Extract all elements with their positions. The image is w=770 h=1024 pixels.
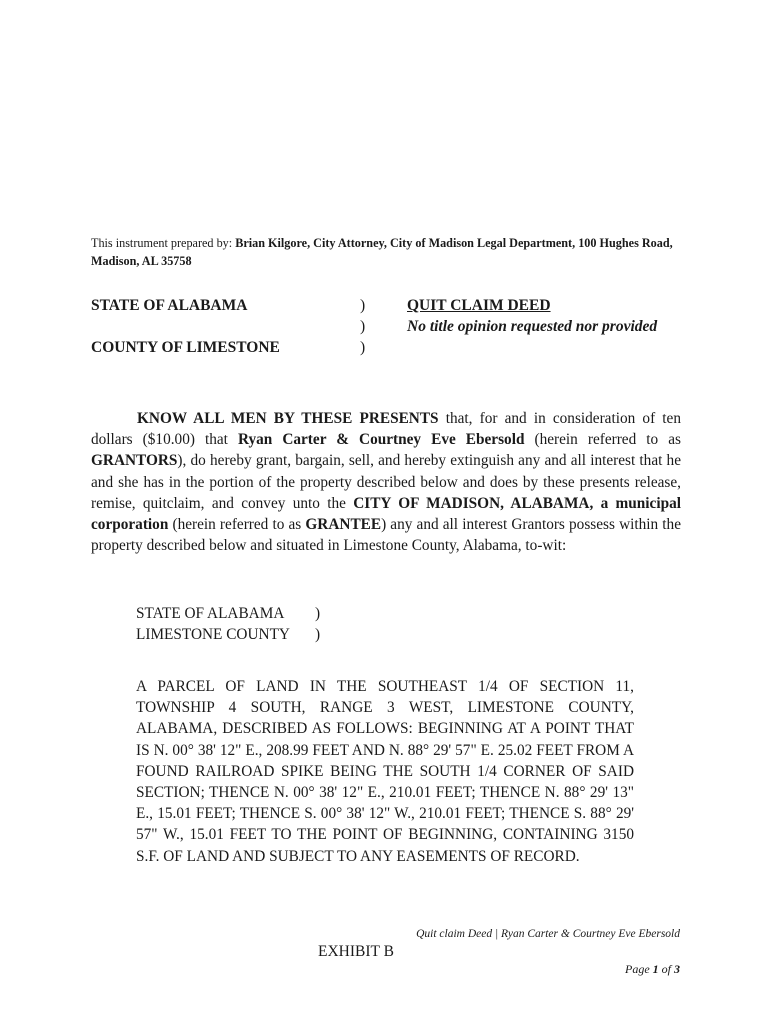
- grantors-term: GRANTORS: [91, 452, 178, 470]
- footer-note: Quit claim Deed | Ryan Carter & Courtney Eve Ebersold: [416, 928, 680, 940]
- caption-county: COUNTY OF LIMESTONE: [91, 339, 280, 356]
- location-paren: ): [315, 626, 321, 643]
- grantee-term: GRANTEE: [305, 516, 382, 534]
- page-number: [625, 962, 680, 977]
- location-paren: ): [315, 605, 321, 622]
- body-text: that, for and in consideration of ten dollars ($10.00) that: [91, 410, 681, 449]
- body-text: ) any and all interest Grantors possess within the property described below and situated in Limestone County, Alabama, to-wit:: [91, 516, 681, 555]
- legal-description: A PARCEL OF LAND IN THE SOUTHEAST 1/4 OF SECTION 11, TOWNSHIP 4 SOUTH, RANGE 3 WEST, LIMESTONE COUNTY, ALABAMA, DESCRIBED AS FOLLOWS: BEGINNING AT A POINT THAT IS N. 00° 38' 12" E., 208.99 FEET AND N. 88° 29' 57" E. 25.02 FEET FROM A FOUND RAILROAD SPIKE BEING THE SOUTH 1/4 CORNER OF SAID SECTION; THENCE N. 00° 38' 12" E., 210.01 FEET; THENCE N. 88° 29' 13" E., 15.01 FEET; THENCE S. 00° 38' 12" W., 210.01 FEET; THENCE S. 88° 29' 57" W., 15.01 FEET TO THE POINT OF BEGINNING, CONTAINING 3150 S.F. OF LAND AND SUBJECT TO ANY EASEMENTS OF RECORD.: [136, 678, 634, 865]
- body-text: (herein referred to as: [524, 431, 681, 449]
- prepared-by-name: Brian Kilgore, City Attorney, City of Madison Legal Department, 100 Hughes Road, Madison, AL 35758: [91, 236, 673, 268]
- conveyance-paragraph: [91, 408, 681, 556]
- caption-paren: ): [360, 297, 366, 314]
- location-county: LIMESTONE COUNTY: [136, 626, 290, 643]
- know-all-men: KNOW ALL MEN BY THESE PRESENTS: [137, 410, 439, 427]
- page-current: 1: [652, 962, 659, 976]
- page-label: Page: [625, 962, 653, 976]
- exhibit-label: EXHIBIT B: [318, 943, 394, 960]
- location-state: STATE OF ALABAMA: [136, 605, 285, 622]
- body-text: (herein referred to as: [168, 516, 306, 534]
- page-total: 3: [674, 962, 680, 976]
- page-of: of: [658, 962, 674, 976]
- grantee-name: CITY OF MADISON, ALABAMA, a municipal corporation: [91, 494, 681, 534]
- caption-paren: ): [360, 318, 366, 335]
- deed-title: QUIT CLAIM DEED: [407, 297, 551, 314]
- body-text: ), do hereby grant, bargain, sell, and hereby extinguish any and all interest that he and she has in the portion of the property described below and does by these presents release, remise, quitclaim, and convey unto the: [91, 452, 681, 512]
- caption-paren: ): [360, 339, 366, 356]
- grantors-names: Ryan Carter & Courtney Eve Ebersold: [237, 431, 525, 449]
- prepared-by-label: This instrument prepared by:: [91, 236, 233, 250]
- caption-state: STATE OF ALABAMA: [91, 297, 248, 314]
- prepared-by-line: [91, 234, 691, 270]
- deed-subtitle: No title opinion requested nor provided: [407, 318, 658, 335]
